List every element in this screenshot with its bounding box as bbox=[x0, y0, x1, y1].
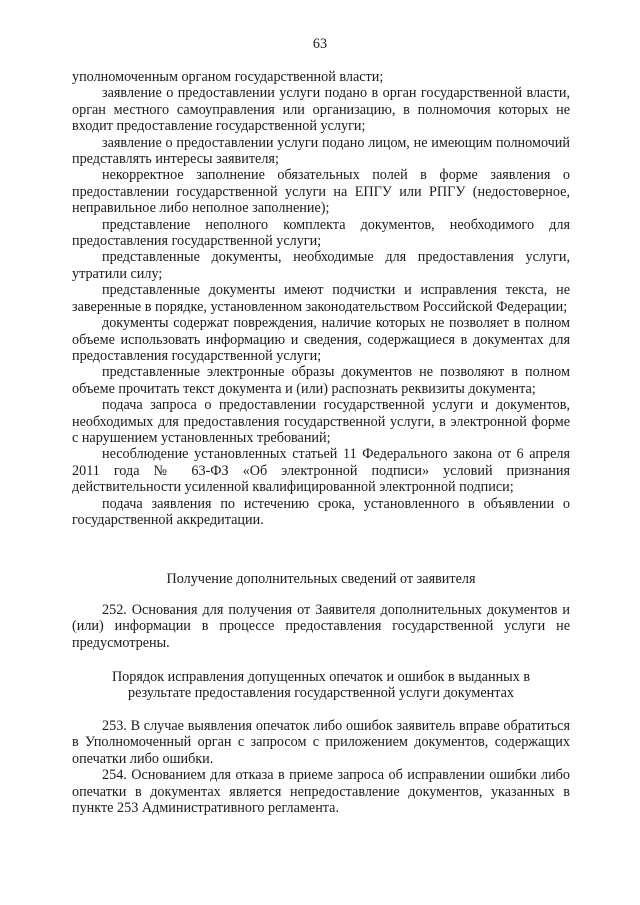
section-heading-additional-info: Получение дополнительных сведений от заявителя bbox=[166, 571, 476, 587]
clause-paragraph: 254. Основанием для отказа в приеме запроса об исправлении ошибки либо опечатки в документах является непредоставление документов, указанных в пункте 253 Административного регламента. bbox=[72, 767, 570, 817]
list-item: несоблюдение установленных статьей 11 Федерального закона от 6 апреля 2011 года № 63-ФЗ «Об электронной подписи» условий признания действительности усиленной квалифицированной электронной подписи; bbox=[72, 446, 570, 496]
list-item: заявление о предоставлении услуги подано лицом, не имеющим полномочий представлять интересы заявителя; bbox=[72, 134, 570, 168]
page-number: 63 bbox=[312, 36, 328, 52]
clause-paragraph: 252. Основания для получения от Заявителя дополнительных документов и (или) информации в процессе предоставления государственной услуги не предусмотрены. bbox=[72, 602, 570, 651]
list-item: представленные документы имеют подчистки и исправления текста, не заверенные в порядке, установленном законодательством Российской Федерации; bbox=[72, 282, 570, 315]
list-item: подача запроса о предоставлении государственной услуги и документов, необходимых для предоставления государственной услуги, в электронной форме с нарушением установленных требований; bbox=[72, 397, 570, 446]
heading-line: результате предоставления государственной услуги документах bbox=[128, 685, 514, 702]
list-item: подача заявления по истечению срока, установленного в объявлении о государственной аккредитации. bbox=[72, 495, 570, 528]
list-item: некорректное заполнение обязательных полей в форме заявления о предоставлении государственной услуги на ЕПГУ или РПГУ (недостоверное, неправильное либо неполное заполнение); bbox=[72, 167, 570, 217]
list-item: представленные электронные образы документов не позволяют в полном объеме прочитать текст документа и (или) распознать реквизиты документа; bbox=[72, 364, 570, 397]
heading-line: Порядок исправления допущенных опечаток и ошибок в выданных в bbox=[111, 669, 531, 685]
clauses-253-254 bbox=[72, 718, 570, 816]
list-item: представленные документы, необходимые для предоставления услуги, утратили силу; bbox=[72, 249, 570, 282]
list-item: уполномоченным органом государственной власти; bbox=[72, 69, 384, 85]
clause-252 bbox=[72, 602, 570, 651]
list-item: представление неполного комплекта документов, необходимого для предоставления государственной услуги; bbox=[72, 216, 570, 250]
clause-paragraph: 253. В случае выявления опечаток либо ошибок заявитель вправе обратиться в Уполномоченный орган с запросом с приложением документов, содержащих опечатки либо ошибки. bbox=[72, 718, 570, 767]
list-item: документы содержат повреждения, наличие которых не позволяет в полном объеме использовать информацию и сведения, содержащиеся в документах для предоставления государственной услуги; bbox=[72, 315, 570, 364]
section-heading-corrections bbox=[72, 669, 570, 702]
list-item: заявление о предоставлении услуги подано в орган государственной власти, орган местного самоуправления или организацию, в полномочия которых не входит предоставление государственной услуги; bbox=[72, 85, 570, 135]
grounds-list bbox=[72, 69, 570, 528]
